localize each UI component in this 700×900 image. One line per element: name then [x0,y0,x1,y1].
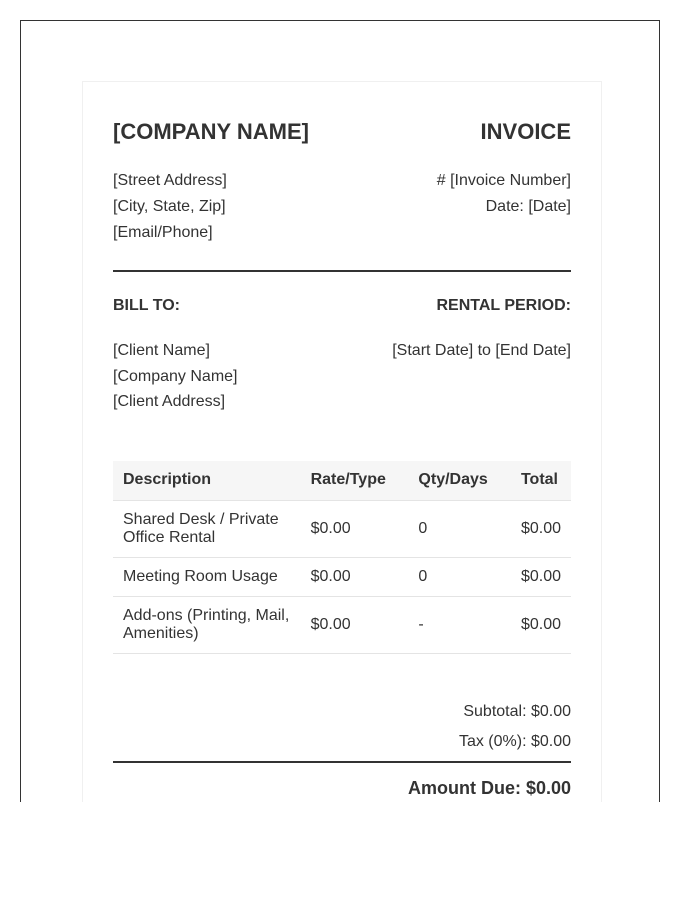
client-details [113,338,238,415]
column-header-description: Description [113,461,301,501]
cell-qty: 0 [408,500,511,557]
client-address: [Client Address] [113,393,226,410]
cell-rate: $0.00 [301,500,409,557]
billing-details [113,316,571,415]
rental-period-details [392,338,571,364]
table-row [113,596,571,653]
tax: Tax (0%): $0.00 [458,732,571,750]
invoice-number: # [Invoice Number] [436,172,571,189]
rental-period-label: RENTAL PERIOD: [436,297,571,314]
client-name: [Client Name] [113,342,210,359]
rental-period: [Start Date] to [End Date] [392,342,571,359]
cell-description: Meeting Room Usage [113,557,301,596]
address-row [113,145,571,246]
email-phone: [Email/Phone] [113,224,213,241]
billing-labels [113,272,571,316]
line-items-table [113,461,571,654]
column-header-rate: Rate/Type [301,461,409,501]
table-header-row [113,461,571,501]
company-name: [COMPANY NAME] [113,119,309,144]
street-address: [Street Address] [113,172,227,189]
document-frame [20,20,660,802]
column-header-qty: Qty/Days [408,461,511,501]
amount-due: Amount Due: $0.00 [407,777,571,798]
invoice-page [82,81,602,802]
invoice-title: INVOICE [480,119,571,144]
subtotal: Subtotal: $0.00 [463,702,571,720]
cell-description: Shared Desk / Private Office Rental [113,500,301,557]
cell-qty: - [408,596,511,653]
cell-qty: 0 [408,557,511,596]
cell-description: Add-ons (Printing, Mail, Amenities) [113,596,301,653]
totals-divider [113,761,571,763]
cell-total: $0.00 [511,596,571,653]
company-address [113,168,227,246]
table-row [113,557,571,596]
bill-to-label: BILL TO: [113,297,180,314]
city-state-zip: [City, State, Zip] [113,198,226,215]
cell-rate: $0.00 [301,557,409,596]
invoice-date: Date: [Date] [485,198,571,215]
table-row [113,500,571,557]
cell-rate: $0.00 [301,596,409,653]
invoice-meta [437,168,571,220]
totals-block [113,697,571,757]
client-company-name: [Company Name] [113,367,238,385]
cell-total: $0.00 [511,500,571,557]
invoice-header [113,82,571,145]
cell-total: $0.00 [511,557,571,596]
column-header-total: Total [511,461,571,501]
